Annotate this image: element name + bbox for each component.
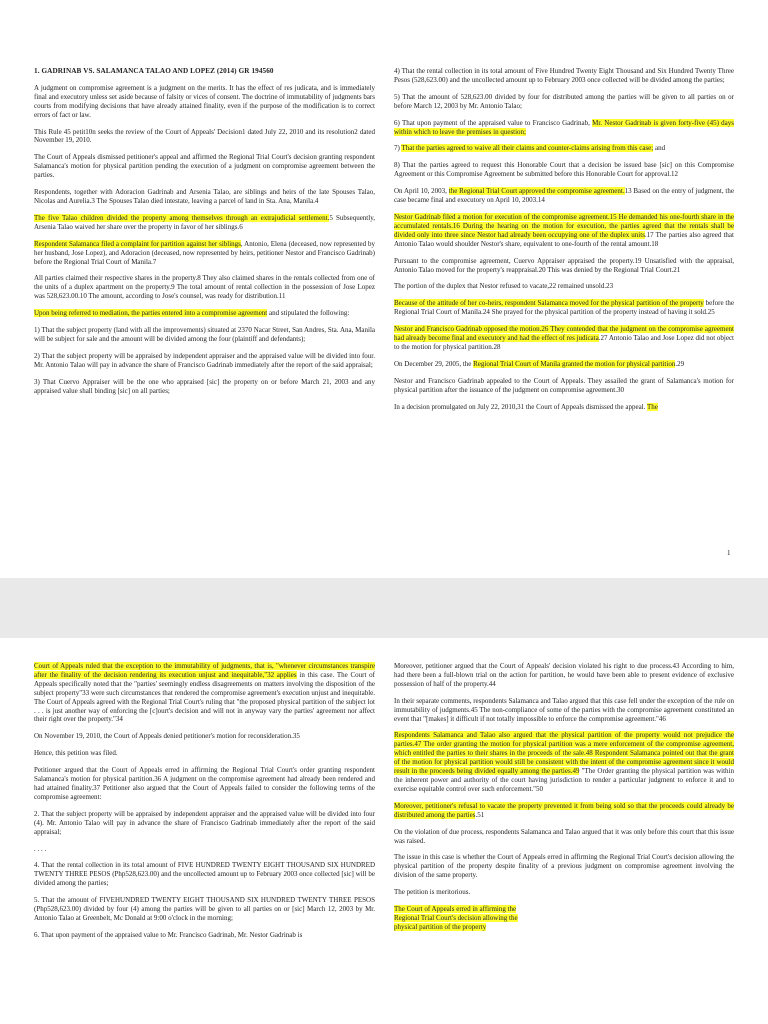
paragraph <box>34 662 375 724</box>
text-run: 1) That the subject property (land with all the improvements) situated at 2370 Nacar Street, San Andres, Sta. Ana, Manila will be subject for sale and the amount will be divided among the four (plaintiff and defendants); <box>34 326 375 343</box>
text-run: . . . . <box>34 844 47 853</box>
highlighted-text: The five Talao children divided the property among themselves through an extrajudicial settlement. <box>34 213 330 222</box>
text-run: 6) That upon payment of the appraised value to Francisco Gadrinab, <box>394 118 593 127</box>
text-run: The petition is meritorious. <box>394 888 471 897</box>
text-run: 5 Subsequently, Arsenia Talao waived her share over the property in favor of her siblings.6 <box>34 213 375 231</box>
page1-left-column <box>34 67 375 403</box>
highlighted-text: The Court of Appeals erred in affirming the Regional Trial Court's decision allowing the physical partition of the property <box>394 905 518 931</box>
paragraph <box>34 845 375 854</box>
paragraph <box>34 896 375 923</box>
text-run: 4) That the rental collection in its total amount of Five Hundred Twenty Eight Thousand and Six Hundred Twenty Three Pesos (528,623.00) and the uncollected amount up to February 2003 once collected will be divided among the parties; <box>394 67 734 84</box>
paragraph <box>34 214 375 232</box>
text-run: Nestor and Francisco Gadrinab appealed to the Court of Appeals. They assailed the grant of Salamanca's motion for physical partition after the issuance of the judgment on compromise agreement.30 <box>394 376 734 394</box>
text-run: .17 The parties also agreed that Antonio Talao would shoulder Nestor's share, equivalent to one-fourth of the rental amount.18 <box>394 230 734 248</box>
paragraph <box>34 732 375 741</box>
text-run: .29 <box>675 359 685 368</box>
paragraph <box>394 731 734 793</box>
paragraph <box>394 377 734 395</box>
paragraph <box>394 213 734 249</box>
paragraph <box>34 749 375 758</box>
highlighted-text: Respondents Salamanca and Talao also argued that the physical partition of the property would not prejudice the parties.47 The order granting the motion for physical partition was a mere enforcement of the compromise agreement, which entitled the parties to their shares in the proceeds of the sale.48 Respondent Salamanca pointed out that the grant of the motion for physical partition would still be consistent with the intent of the compromise agreement since it would result in the proceeds being divided equally among the parties.49 <box>394 731 734 776</box>
highlighted-text: Court of Appeals ruled that the exception to the immutability of judgments, that is, "whenever circumstances transpire after the finality of the decision rendering its execution unjust and inequitable,"32 applies <box>34 662 375 679</box>
text-run: 3) That Cuervo Appraiser will be the one who appraised [sic] the property on or before March 21, 2003 and any appraised value shall binding [sic] on all parties; <box>34 377 375 395</box>
page2-left-column <box>34 662 375 948</box>
paragraph <box>394 282 734 291</box>
paragraph <box>34 188 375 206</box>
text-run: 5. That the amount of FIVEHUNDRED TWENTY EIGHT THOUSAND SIX HUNDRED TWENTY THREE PESOS (Php528,623.00) divided by four (4) among the parties will be given to all parties on or [sic] March 12, 2003 by Mr. Antonio Talao at Greenbelt, Mc Donald at 9:00 o'clock in the morning; <box>34 896 375 922</box>
page1-right-column <box>394 67 734 419</box>
highlighted-text: Nestor and Francisco Gadrinab opposed the motion.26 They contended that the judgment on the compromise agreement had already become final and executory and had the effect of res judicata <box>394 325 734 343</box>
text-run: Respondents, together with Adoracion Gadrinab and Arsenia Talao, are siblings and heirs of the late Spouses Talao, Nicolas and Aurelia.3 The Spouses Talao died intestate, leaving a parcel of land in Sta. Ana, Manila.4 <box>34 188 375 205</box>
text-run: On April 10, 2003, <box>394 187 449 196</box>
highlighted-text: Respondent Salamanca filed a complaint for partition against her siblings <box>34 239 241 248</box>
paragraph <box>394 144 734 153</box>
paragraph <box>394 187 734 205</box>
highlighted-text: The <box>647 402 658 411</box>
paragraph <box>394 325 734 352</box>
paragraph <box>394 119 734 137</box>
text-run: 7) <box>394 144 402 153</box>
paragraph <box>34 378 375 396</box>
highlighted-text: Because of the attitude of her co-heirs, respondent Salamanca moved for the physical partition of the property <box>394 299 704 308</box>
text-run: The issue in this case is whether the Court of Appeals erred in affirming the Regional Trial Court's decision allowing the physical partition of the property despite finality of a previous judgment on compromise agreement involving the division of the same property. <box>394 853 734 880</box>
highlighted-text: Mr. Nestor Gadrinab is given forty-five (45) days within which to leave the premises in question; <box>394 118 735 136</box>
text-run: .51 <box>475 810 485 819</box>
text-run: On December 29, 2005, the <box>394 359 474 368</box>
text-run: Pursuant to the compromise agreement, Cuervo Appraiser appraised the property.19 Unsatisfied with the appraisal, Antonio Talao moved for the property's reappraisal.20 This was denied by the Regional Trial Court.21 <box>394 256 734 274</box>
paragraph <box>394 403 734 412</box>
text-run: In a decision promulgated on July 22, 2010,31 the Court of Appeals dismissed the appeal. <box>394 402 647 411</box>
highlighted-text: Moreover, petitioner's refusal to vacate the property prevented it from being sold so that the proceeds could already be distributed among the parties <box>394 801 734 819</box>
text-run: .27 Antonio Talao and Jose Lopez did not object to the motion for physical partition.28 <box>394 334 734 351</box>
text-run: 8) That the parties agreed to request this Honorable Court that a decision be issued base [sic] on this Compromise Agreement or this Compromise Agreement be submitted before this Honorable Court for approval.12 <box>394 161 734 179</box>
highlighted-text: That the parties agreed to waive all their claims and counter-claims arising from this case; <box>401 144 654 153</box>
text-run: The Court of Appeals dismissed petitioner's appeal and affirmed the Regional Trial Court's decision granting respondent Salamanca's motion for physical partition pending the execution of a judgment on compromise agreement between the parties. <box>34 153 375 180</box>
text-run: A judgment on compromise agreement is a judgment on the merits. It has the effect of res judicata, and is immediately final and executory unless set aside because of falsity or vices of consent. The doctrine of immutability of judgments bars courts from modifying decisions that have already attained finality, even if the purpose of the modification is to correct errors of fact or law. <box>34 83 375 119</box>
text-run: and stipulated the following: <box>267 309 350 318</box>
paragraph <box>34 153 375 180</box>
paragraph <box>394 802 734 820</box>
page-number: 1 <box>727 549 731 557</box>
paragraph <box>394 299 734 317</box>
paragraph <box>394 697 734 724</box>
paragraph <box>394 67 734 85</box>
paragraph <box>394 828 734 846</box>
text-run: On the violation of due process, respondents Salamanca and Talao argued that it was only before this court that this issue was raised. <box>394 827 734 845</box>
paragraph <box>34 931 375 940</box>
paragraph <box>34 861 375 888</box>
paragraph <box>34 352 375 370</box>
text-run: "The Order granting the physical partition was within the inherent power and authority of the court having jurisdiction to render a particular judgment to enforce it and to exercise equitable control over such enforcement."50 <box>394 767 735 793</box>
paragraph <box>394 905 522 932</box>
text-run: , Antonio, Elena (deceased, now represented by her husband, Jose Lopez), and Adoracion (deceased, now represented by heirs, petitioner Nestor and Francisco Gadrinab) before the Regional Trial Court of Manila.7 <box>34 239 375 266</box>
text-run: 1. GADRINAB VS. SALAMANCA TALAO AND LOPEZ (2014) GR 194560 <box>34 67 274 75</box>
text-run: 5) That the amount of 528,623.00 divided by four for distributed among the parties will be given to all parties on or before March 12, 2003 by Mr. Antonio Talao; <box>394 92 734 110</box>
paragraph <box>394 161 734 179</box>
text-run: 4. That the rental collection in its total amount of FIVE HUNDRED TWENTY EIGHT THOUSAND SIX HUNDRED TWENTY THREE PESOS (Php528,623.00) and the uncollected amount up to February 2003 once collected [sic] will be divided among the parties; <box>34 861 375 888</box>
case-title <box>34 67 375 76</box>
paragraph <box>394 257 734 275</box>
paragraph <box>394 93 734 111</box>
text-run: On November 19, 2010, the Court of Appeals denied petitioner's motion for reconsideration.35 <box>34 732 300 741</box>
text-run: in this case. The Court of Appeals specifically noted that the "parties' seemingly endless disagreements on matters involving the disposition of the subject property"33 were such circumstances that rendered the compromise agreement's execution unjust and inequitable. The Court of Appeals agreed with the Regional Trial Court's ruling that "the proposed physical partition of the subject lot . . . is just another way of enforcing the [c]ourt's decision and will not in anyway vary the parties' agreement nor affect their right over the property."34 <box>34 670 375 724</box>
paragraph <box>34 84 375 120</box>
paragraph <box>34 240 375 267</box>
paragraph <box>394 360 734 369</box>
text-run: The portion of the duplex that Nestor refused to vacate,22 remained unsold.23 <box>394 282 614 291</box>
text-run: before the Regional Trial Court of Manila.24 She prayed for the physical partition of the property instead of having it sold.25 <box>394 299 734 317</box>
highlighted-text: Regional Trial Court of Manila granted the motion for physical partition <box>473 359 676 368</box>
text-run: 2. That the subject property will be appraised by independent appraiser and the appraised value will be divided into four (4). Mr. Antonio Talao will pay in advance the share of Francisco Gadrinab immediately after the report of the said appraisal; <box>34 809 375 836</box>
text-run: Moreover, petitioner argued that the Court of Appeals' decision violated his right to due process.43 According to him, had there been a full-blown trial on the action for partition, he would have been able to present evidence of exclusive possession of half of the property.44 <box>394 662 734 688</box>
paragraph <box>34 274 375 301</box>
highlighted-text: Nestor Gadrinab filed a motion for execution of the compromise agreement.15 He demanded his one-fourth share in the accumulated rentals.16 During the hearing on the motion for execution, the parties agreed that the rentals shall be divided only into three since Nestor had already been occupying one of the duplex units <box>394 212 734 239</box>
paragraph <box>34 309 375 318</box>
text-run: 13 Based on the entry of judgment, the case became final and executory on April 10, 2003.14 <box>394 187 734 205</box>
highlighted-text: Upon being referred to mediation, the parties entered into a compromise agreement <box>34 309 268 318</box>
highlighted-text: the Regional Trial Court approved the compromise agreement. <box>448 187 625 196</box>
paragraph <box>394 888 734 897</box>
paragraph <box>34 128 375 146</box>
text-run: 6. That upon payment of the appraised value to Mr. Francisco Gadrinab, Mr. Nestor Gadrinab is <box>34 930 303 939</box>
text-run: 2) That the subject property will be appraised by independent appraiser and the appraised value will be divided into four. Mr. Antonio Talao will pay in advance the share of Francisco Gadrinab immediately after the report of the said appraisal; <box>34 351 375 369</box>
text-run: and <box>653 144 666 153</box>
paragraph <box>34 766 375 802</box>
text-run: All parties claimed their respective shares in the property.8 They also claimed shares in the rentals collected from one of the units of a duplex apartment on the property.9 The total amount of rental collection in the possession of Jose Lopez was 528,623.00.10 The amount, according to Jose's counsel, was ready for distribution.11 <box>34 274 375 301</box>
page2-right-column <box>394 662 734 940</box>
text-run: In their separate comments, respondents Salamanca and Talao argued that this case fell under the exception of the rule on immutability of judgments.45 The non-compliance of some of the parties with the compromise agreement constituted an event that "[makes] it difficult if not totally impossible to enforce the compromise agreement."46 <box>394 696 734 723</box>
paragraph <box>394 662 734 689</box>
text-run: This Rule 45 petit10n seeks the review of the Court of Appeals' Decision1 dated July 22, 2010 and its resolution2 dated November 19, 2010. <box>34 127 375 145</box>
paragraph <box>394 853 734 880</box>
text-run: Petitioner argued that the Court of Appeals erred in affirming the Regional Trial Court's order granting respondent Salamanca's motion for physical partition.36 A judgment on the compromise agreement had already been rendered and had attained finality.37 Petitioner also argued that the Court of Appeals failed to consider the following terms of the compromise agreement: <box>34 766 375 801</box>
paragraph <box>34 326 375 344</box>
paragraph <box>34 810 375 837</box>
text-run: Hence, this petition was filed. <box>34 749 118 758</box>
